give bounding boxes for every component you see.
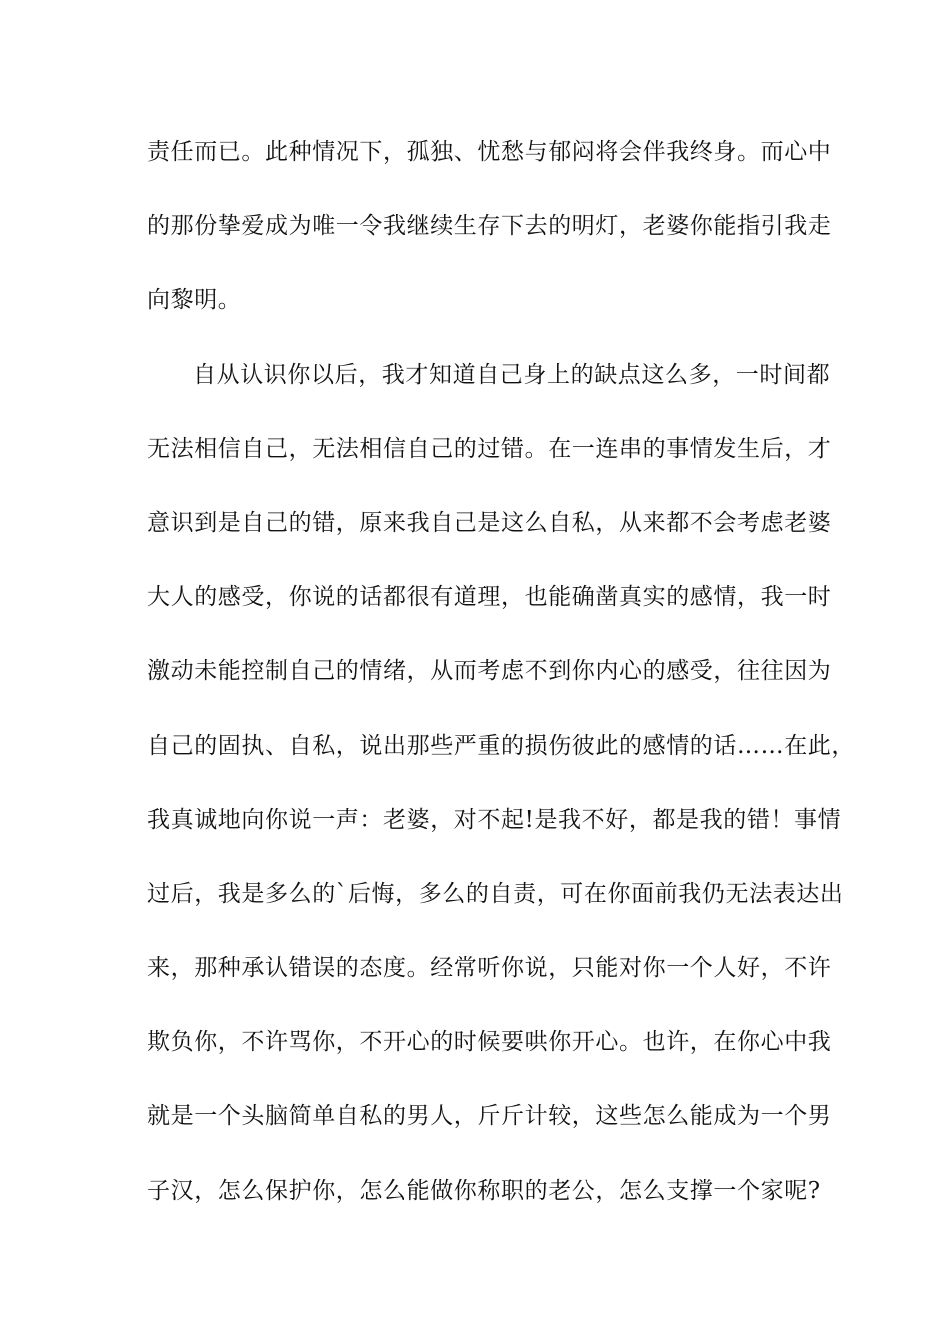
text-line: 欺负你，不许骂你，不开心的时候要哄你开心。也许，在你心中我 <box>147 1029 832 1056</box>
text-line: 过后，我是多么的`后悔，多么的自责，可在你面前我仍无法表达出 <box>147 880 844 907</box>
body-text <box>147 132 855 1245</box>
text-line: 向黎明。 <box>147 287 242 314</box>
text-line: 责任而已。此种情况下，孤独、忧愁与郁闷将会伴我终身。而心中 <box>147 139 832 165</box>
text-line: 激动未能控制自己的情绪，从而考虑不到你内心的感受，往往因为 <box>147 658 832 685</box>
text-line: 就是一个头脑简单自私的男人，斤斤计较，这些怎么能成为一个男 <box>147 1103 832 1130</box>
text-line: 无法相信自己，无法相信自己的过错。在一连串的事情发生后，才 <box>147 435 832 462</box>
text-line: 大人的感受，你说的话都很有道理，也能确凿真实的感情，我一时 <box>147 584 832 611</box>
text-line: 子汉，怎么保护你，怎么能做你称职的老公，怎么支撑一个家呢? <box>147 1177 821 1204</box>
text-line: 我真诚地向你说一声：老婆，对不起!是我不好，都是我的错！事情 <box>147 806 842 833</box>
text-line: 的那份挚爱成为唯一令我继续生存下去的明灯，老婆你能指引我走 <box>147 213 832 240</box>
paragraph-start-line: 自从认识你以后，我才知道自己身上的缺点这么多，一时间都 <box>193 361 831 388</box>
text-line: 意识到是自己的错，原来我自己是这么自私，从来都不会考虑老婆 <box>147 509 832 536</box>
text-line: 来，那种承认错误的态度。经常听你说，只能对你一个人好，不许 <box>147 955 832 982</box>
text-line: 自己的固执、自私，说出那些严重的损伤彼此的感情的话……在此， <box>147 732 855 759</box>
